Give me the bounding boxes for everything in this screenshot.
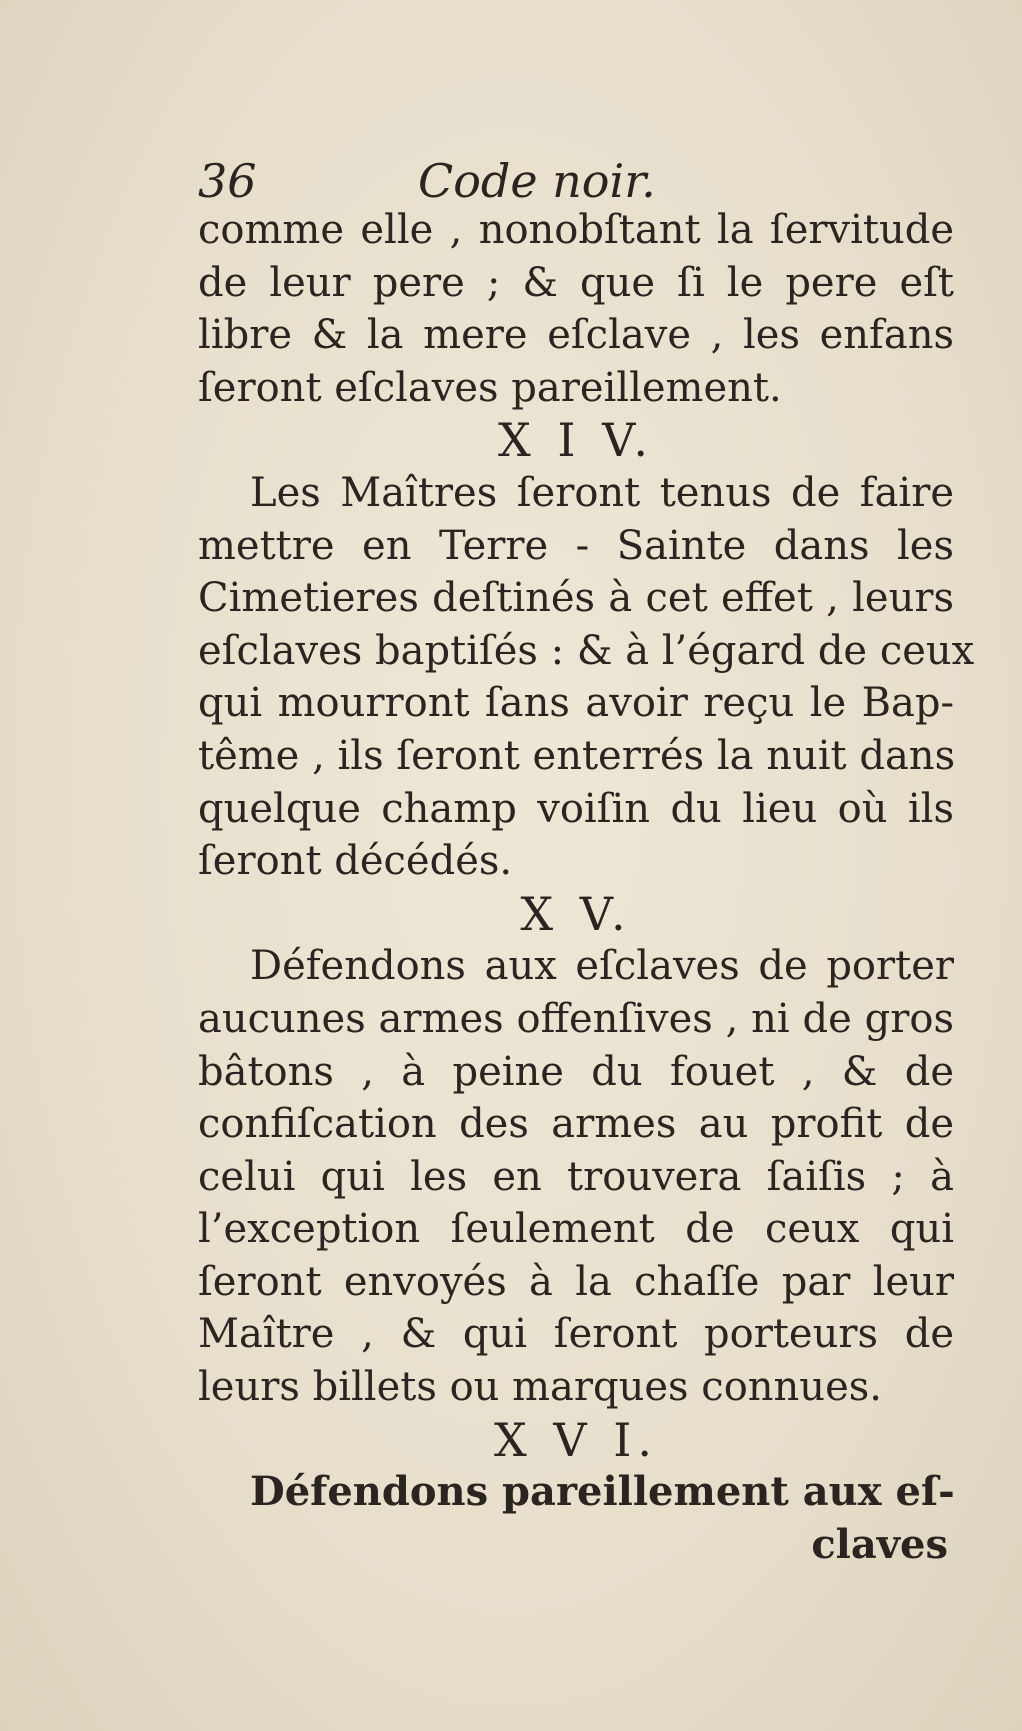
text-line: l’exception ſeulement de ceux qui	[198, 1206, 954, 1253]
text-line: celui qui les en trouvera ſaiſis ; à	[198, 1153, 954, 1200]
article-heading-xv: X V.	[520, 886, 632, 941]
text-line: Défendons aux eſclaves de porter	[250, 943, 954, 990]
text-line: Maître , & qui ſeront porteurs de	[198, 1311, 954, 1358]
text-line: ſeront eſclaves pareillement.	[198, 364, 782, 411]
page-number: 36	[198, 154, 257, 208]
text-line: ſeront envoyés à la chaſſe par leur	[198, 1258, 954, 1305]
text-line: leurs billets ou marques connues.	[198, 1364, 882, 1411]
text-line: qui mourront ſans avoir reçu le Bap-	[198, 680, 954, 727]
text-line: libre & la mere eſclave , les enfans	[198, 312, 954, 359]
text-line: ſeront décédés.	[198, 838, 513, 885]
text-line: confiſcation des armes au profit de	[198, 1101, 954, 1148]
text-line: tême , ils ſeront enterrés la nuit dans	[198, 732, 956, 779]
text-line: comme elle , nonobſtant la ſervitude	[198, 207, 954, 253]
text-line: quelque champ voiſin du lieu où ils	[198, 785, 954, 832]
running-head	[198, 140, 954, 208]
text-line: de leur pere ; & que ſi le pere eſt	[198, 259, 954, 306]
text-line: bâtons , à peine du fouet , & de	[198, 1048, 954, 1095]
text-line: Les Maîtres ſeront tenus de faire	[250, 469, 954, 516]
running-title: Code noir.	[418, 154, 656, 208]
text-line: eſclaves baptiſés : & à l’égard de ceux	[198, 627, 975, 674]
text-line: mettre en Terre - Sainte dans les	[198, 522, 954, 569]
article-heading-xiv: X I V.	[498, 413, 654, 468]
article-heading-xvi: X V I.	[493, 1412, 658, 1467]
catchword: claves	[811, 1520, 948, 1568]
text-line: Défendons pareillement aux eſ-	[250, 1468, 955, 1516]
text-line: Cimetieres deſtinés à cet effet , leurs	[198, 575, 954, 622]
text-block	[198, 140, 975, 1571]
text-line: aucunes armes offenſives , ni de gros	[198, 995, 954, 1042]
